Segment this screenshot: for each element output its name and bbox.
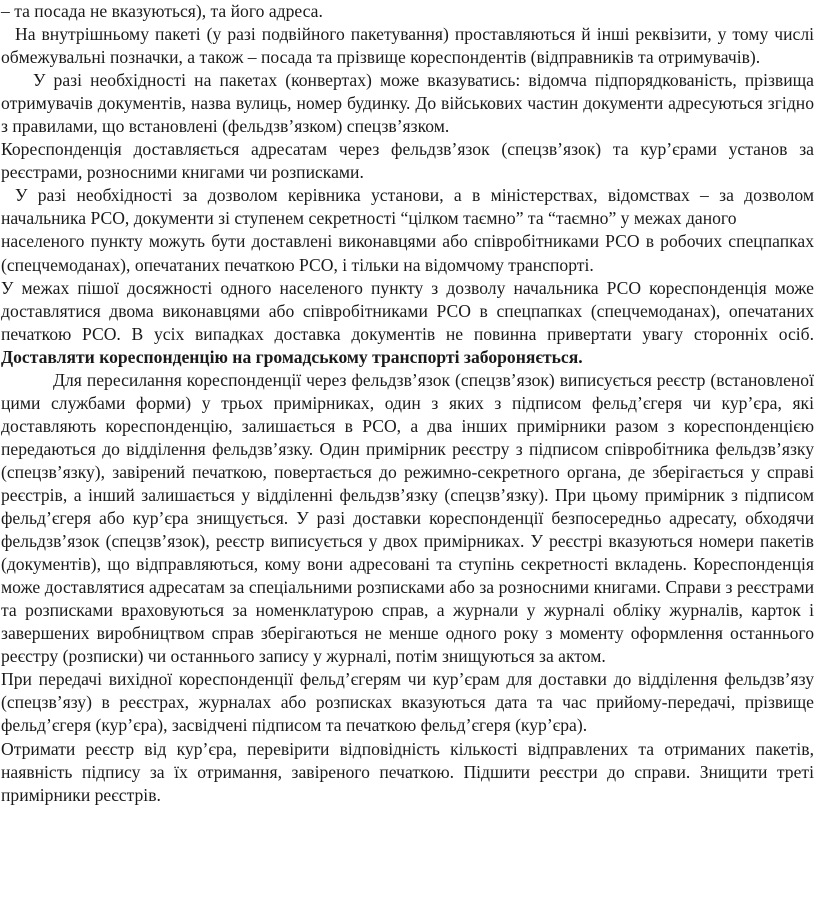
paragraph-walking-distance: [1, 277, 814, 369]
public-transport-prohibition: Доставляти кореспонденцію на громадському транспорті забороняється.: [1, 346, 583, 367]
paragraph-handover-records: При передачі вихідної кореспонденції фельд’єгерям чи кур’єрам для доставки до відділення фельдзв’язу (спецзв’язу) в реєстрах, журналах або розписках вказуються дата та час прийому-передачі, прізвище фельд’єгеря (кур’єра), засвідчені підписом та печаткою фельд’єгеря (кур’єра).: [1, 669, 814, 736]
paragraph-secret-permission: У разі необхідності за дозволом керівника установи, а в міністерствах, відомствах – за дозволом начальника РСО, документи зі ступенем секретності “цілком таємно” та “таємно” у межах даного: [1, 185, 814, 229]
paragraph-courier-registry: Для пересилання кореспонденції через фельдзв’язок (спецзв’язок) виписується реєстр (встановленої цими службами форми) у трьох примірниках, один з яких з підписом фельд’єгеря чи кур’єра, які доставляють кореспонденцію, залишається в РСО, а два інших примірники разом з кореспонденцією передаються до відділення фельдзв’язку. Один примірник реєстру з підписом співробітника фельдзв’язку (спецзв’язку), завірений печаткою, повертається до режимно-секретного органа, де зберігається у справі реєстрів, а інший залишається у відділенні фельдзв’язку (спецзв’язку). При цьому примірник з підписом фельд’єгеря або кур’єра знищується. У разі доставки кореспонденції безпосередньо адресату, обходячи фельдзв’язок (спецзв’язок), реєстр виписується у двох примірниках. У реєстрі вказуються номери пакетів (документів), що відправляються, кому вони адресовані та ступінь секретності вкладень. Кореспонденція може доставлятися адресатам за спеціальними розписками або за розносними книгами. Справи з реєстрами та розписками враховуються за номенклатурою справ, а журнали у журналі обліку журналів, карток і завершених виробництвом справ зберігаються не менше одного року з моменту оформлення останнього реєстру (розписки) чи останнього запису у журналі, потім знищуються за актом.: [1, 369, 814, 667]
paragraph-inner-package: На внутрішньому пакеті (у разі подвійного пакетування) проставляються й інші реквізити, у тому числі обмежувальні позначки, а також – посада та прізвище кореспондентів (відправників та отримувачів).: [1, 24, 814, 68]
paragraph-address-note: – та посада не вказуються), та його адреса.: [1, 1, 323, 21]
paragraph-receive-registry: Отримати реєстр від кур’єра, перевірити відповідність кількості відправлених та отриманих пакетів, наявність підпису за їх отримання, завіреного печаткою. Підшити реєстри до справи. Знищити треті примірники реєстрів.: [1, 738, 814, 805]
paragraph-envelope-details: У разі необхідності на пакетах (конвертах) може вказуватись: відомча підпорядкованість, прізвища отримувачів документів, назва вулиць, номер будинку. До військових частин документи адресуються згідно з правилами, що встановлені (фельдзв’язком) спецзв’язком.: [1, 70, 814, 137]
paragraph-official-transport: населеного пункту можуть бути доставлені виконавцями або співробітниками РСО в робочих спецпапках (спецчемоданах), опечатаних печаткою РСО, і тільки на відомчому транспорті.: [1, 231, 814, 275]
paragraph-walking-distance-text: У межах пішої досяжності одного населеного пункту з дозволу начальника РСО кореспонденція може доставлятися двома виконавцями або співробітниками РСО в спецпапках (спецчемоданах), опечатаних печаткою РСО. В усіх випадках доставка документів не повинна привертати увагу сторонніх осіб.: [1, 277, 814, 344]
paragraph-delivery-methods: Кореспонденція доставляється адресатам через фельдзв’язок (спецзв’язок) та кур’єрами установ за реєстрами, розносними книгами чи розписками.: [1, 139, 814, 183]
